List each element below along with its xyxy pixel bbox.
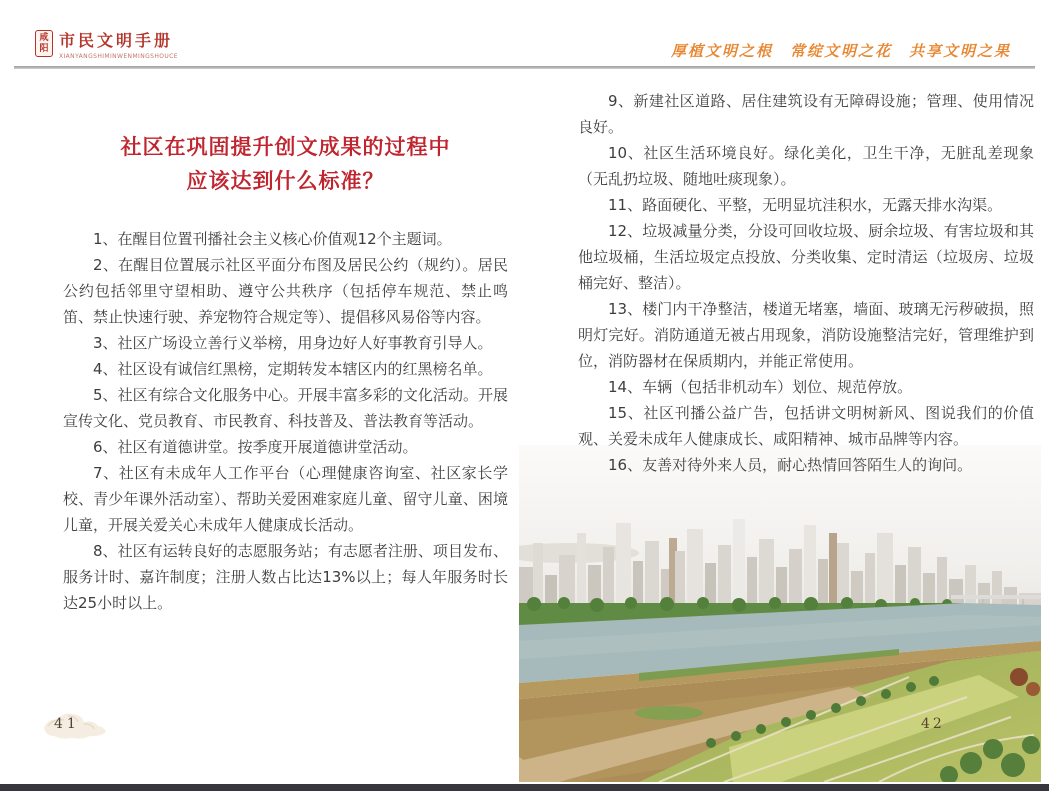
handbook-item-5: 5、社区有综合文化服务中心。开展丰富多彩的文化活动。开展宣传文化、党员教育、市民教育、科技普及、普法教育等活动。 xyxy=(63,386,508,430)
handbook-logo xyxy=(35,28,178,60)
page-title xyxy=(63,130,508,198)
left-page-footer xyxy=(38,708,128,744)
handbook-item-1: 1、在醒目位置刊播社会主义核心价值观12个主题词。 xyxy=(93,230,452,248)
page-title-line1: 社区在巩固提升创文成果的过程中 xyxy=(120,135,451,159)
handbook-item-13: 13、楼门内干净整洁，楼道无堵塞，墙面、玻璃无污秽破损，照明灯完好。消防通道无被占用现象，消防设施整洁完好，管理维护到位，消防器材在保质期内，并能正常使用。 xyxy=(578,300,1034,370)
river-city-photo xyxy=(519,445,1041,782)
bottom-window-bar xyxy=(0,784,1049,791)
handbook-item-11: 11、路面硬化、平整，无明显坑洼积水，无露天排水沟渠。 xyxy=(608,196,1003,214)
logo-title: 市民文明手册 xyxy=(59,31,174,50)
page-number-right: 42 xyxy=(921,716,945,732)
header-slogan: 厚植文明之根 常绽文明之花 共享文明之果 xyxy=(670,42,1011,60)
handbook-item-12: 12、垃圾减量分类，分设可回收垃圾、厨余垃圾、有害垃圾和其他垃圾桶，生活垃圾定点投放、分类收集、定时清运（垃圾房、垃圾桶完好、整洁）。 xyxy=(578,222,1034,292)
handbook-item-9: 9、新建社区道路、居住建筑设有无障碍设施；管理、使用情况良好。 xyxy=(578,92,1034,136)
handbook-item-2: 2、在醒目位置展示社区平面分布图及居民公约（规约）。居民公约包括邻里守望相助、遵守公共秩序（包括停车规范、禁止鸣笛、禁止快速行驶、养宠物符合规定等）、提倡移风易俗等内容。 xyxy=(63,256,508,326)
handbook-item-14: 14、车辆（包括非机动车）划位、规范停放。 xyxy=(608,378,913,396)
handbook-item-7: 7、社区有未成年人工作平台（心理健康咨询室、社区家长学校、青少年课外活动室）、帮助关爱困难家庭儿童、留守儿童、困境儿童，开展关爱关心未成年人健康成长活动。 xyxy=(63,464,508,534)
handbook-item-10: 10、社区生活环境良好。绿化美化，卫生干净，无脏乱差现象（无乱扔垃圾、随地吐痰现象）。 xyxy=(578,144,1034,188)
handbook-item-6: 6、社区有道德讲堂。按季度开展道德讲堂活动。 xyxy=(93,438,418,456)
left-page-body xyxy=(63,226,508,616)
handbook-item-4: 4、社区设有诚信红黑榜，定期转发本辖区内的红黑榜名单。 xyxy=(93,360,493,378)
handbook-item-8: 8、社区有运转良好的志愿服务站；有志愿者注册、项目发布、服务计时、嘉许制度；注册人数占比达13%以上；每人年服务时长达25小时以上。 xyxy=(63,542,508,612)
right-page xyxy=(578,88,1034,478)
logo-subtitle-pinyin: XIANYANGSHIMINWENMINGSHOUCE xyxy=(59,53,178,60)
page-number-left: 41 xyxy=(54,716,80,732)
header-divider xyxy=(14,66,1035,69)
handbook-item-16: 16、友善对待外来人员，耐心热情回答陌生人的询问。 xyxy=(608,456,973,474)
left-page xyxy=(63,130,508,616)
photo-art xyxy=(519,445,1041,782)
red-seal-icon: 咸阳 xyxy=(35,30,53,57)
handbook-item-3: 3、社区广场设立善行义举榜，用身边好人好事教育引导人。 xyxy=(93,334,493,352)
page-title-line2: 应该达到什么标准？ xyxy=(186,169,385,193)
handbook-item-15: 15、社区刊播公益广告，包括讲文明树新风、图说我们的价值观、关爱未成年人健康成长、咸阳精神、城市品牌等内容。 xyxy=(578,404,1034,448)
